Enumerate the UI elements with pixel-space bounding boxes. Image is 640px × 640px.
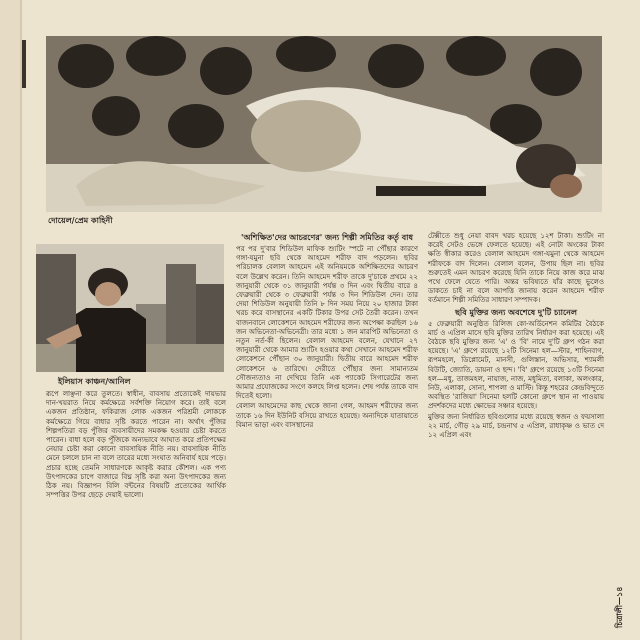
column-3: [428, 232, 604, 441]
column-2-paragraph: বেলাল আহমেদের কাছ থেকে জানা গেল, আহমদ শরীফের জন্য তাকে ১৬ দিন ইউনিট বসিয়ে রাখতে হয়েছে। অন্যদিকে যাতায়াতে বিমান ভাড়া এবং বাসস্থানের: [236, 402, 418, 429]
column-2: [236, 232, 418, 431]
page-number: চিত্রালী—১৪: [614, 586, 624, 628]
column-3-paragraph: মুক্তির জন্য নির্ধারিত ছবিগুলোর মধ্যে রয়েছে স্বজন ও ফয়সালা ২২ মার্চ, গৌড় ২৯ মার্চ, চন্দ্রনাথ ৫ এপ্রিল, রাধাকৃষ্ণ ও ভাত দে ১২ এপ্রিল এবং: [428, 412, 604, 440]
column-2-paragraph: পর পর দু'বার শিডিউল মাফিক শ্যুটিং স্পটে না পৌঁছার কারণে গঙ্গা-যমুনা ছবি থেকে আহমেদ শরীফ বাদ পড়লেন। ছবির পরিচালক বেলাল আহমেদ এই অনিয়মকে অশিক্ষিতদের আচরণ বলে উল্লেখ করেন। তিনি আহমেদ শরীফ তাকে দু'চাকে প্রথমে ২২ জানুয়ারী থেকে ৩১ জানুয়ারী পর্যন্ত ৩ দিন এবং দ্বিতীয় বারে ৪ ফেব্রুয়ারী থেকে ৩ ফেব্রুয়ারী পর্যন্ত ৩ দিন শিডিউল দেন। তার দেয়া শিডিউল অনুযায়ী তিনি ৮ দিন সময় নিয়ে ২০ হাজার টাকা খরচ করে বাসস্থানের একটি টিকার উপর সেট তৈরী করেন। তখন বাজনবানে লোকেশনে আহমেদ শরীফের জন্য অপেক্ষা করছিল ১৬ জন অভিনেতা-অভিনেত্রী। তার মধ্যে ১ জন মারপিট অভিনেতা ও নতুন নর্ত-কী ছিলেন। বেলাল আহমেদ বলেন, যেখানে ২৭ জানুয়ারী থেকে আমার শ্যুটিং হওয়ার কথা সেখানে আহমেদ শরীফ লোকেশনে পৌঁছান ৩০ জানুয়ারী। দ্বিতীয় বারে আহমেদ শরীফ লোকেশনে ৬ তারিখে। দেরীতে পৌঁছার জন্য সামান্যতম সৌজন্যতাও না দেখিয়ে তিনি এক প্যাকেট সিগারেটের জন্য আমার প্রযোজকের সংগে কলহে লিপ্ত হলেন। শেষ পর্যন্ত তাকে বাদ দিতেই হলো।: [236, 245, 418, 401]
page-margin-strip: [0, 0, 22, 640]
top-photo: [46, 36, 602, 212]
margin-mark: [22, 40, 26, 88]
left-photo: [36, 244, 224, 372]
column-1-paragraph: রূপে লাঞ্ছনা করে তুলতে। স্বাধীন, বাবসায় প্রত্যেকেই দায়ভার দান-খয়রাত নিয়ে কর্মক্ষেত্রে সর্বশক্তি নিয়োগ করে। তাই বলে একজন প্রতিষ্ঠান, ফকিরাজ লোক একজন পরিশ্রমী লোককে কর্মক্ষেত্রে গিয়ে বাধার সৃষ্টি করতে পারেন না। অর্থাৎ পুঁজির শিল্পপতিরা বড় পুঁজির ব্যবসায়ীদের সমকক্ষ হওয়ার চেষ্টা করতে পারেন। বাধা হলে বড় পুঁজিকে অন্যভাবে আঘাত করে প্রতিপক্ষের নেয়ার চেষ্টা করা কোনো বাবসায়িক নীতি নয়। বাবসায়িক নীতি মেনে চললে চান না বলে তারের মধ্যে সংঘাত অনিবার্য হয়ে পড়ে। প্রচার হচ্ছে তেমনি সাধারণকে আকৃষ্ট করার কৌশল। এক পণ্য উৎপাদকের চাপে বাজারে বিঘ্ন সৃষ্টি করা অন্য উৎপাদকের জন্য ঠিক নয়। বিজ্ঞাপন বিলি বন্টনের বিষয়টি প্রত্যেকের আর্থিক সম্পত্তির উপর ছেড়ে দেয়াই ভালো।: [46, 390, 226, 500]
column-1: [46, 390, 226, 501]
article-heading-film-release: ছবি মুক্তির জন্য অবশেষে দু'টি চ্যানেল: [455, 306, 577, 317]
article-heading-artist-association: 'অশিক্ষিত'দের আচরণের' জন্য শিল্পী সমিতির কর্তৃ বাধ: [241, 232, 413, 242]
column-3-paragraph: ৫ ফেব্রুয়ারী অনুষ্ঠিত রিলিজ কো-অর্ডিনেশন কমিটির বৈঠকে মার্চ ও এপ্রিল মাসে ছবি মুক্তির তারিখ নির্ধারণ করা হয়েছে। এই বৈঠকে ছবি মুক্তির জন্য 'এ' ও 'বি' নামে দু'টি গ্রুপ গঠন করা হয়েছে। 'এ' গ্রুপে রয়েছে ১২টি সিনেমা হল—স্টার, শাহিনবাগ, রূপমহলে, ডিপ্লোমেট, মানসী, গুলিস্তান, অভিসার, শ্যামলী বিউটি, জ্যোতি, ডায়না ও ছন্দ। 'বি' গ্রুপে রয়েছে ১৩টি সিনেমা হল—মধু, তাজমহল, নায়াজ, নাজ, মধুমিতা, বলাকা, অলংকার, নিউ, এলাকা, সোনা, শাপলা ও মাস্টি। কিন্তু শহরের কেন্দ্রবিন্দুতে অবস্থিত 'রাজিয়া' সিনেমা হলটি কোনো গ্রুপে স্থান না পাওয়ায় প্রদর্শকদের মধ্যে ক্ষোভের সঞ্চার হয়েছে।: [428, 319, 604, 411]
column-3-paragraph: টেক্সীতে শুধু নেয়া বাবদ খরচ হয়েছে ১২শ টাকা। শ্যুটিং না করেই সেটও ভেঙ্গে ফেলতে হয়েছে। এই নোটা অংকের টাকা ক্ষতি স্বীকার করেও বেলাল আহমেদ গঙ্গা-যমুনা থেকে আহমেদ শরীফকে বাদ দিলেন। বেলাল বলেন, উপায় ছিল না। ছবির শুরুতেই এমন আচরণ করেছে যিনি তাকে নিয়ে কাজ করে মাঝ পথে ফেলে যেতে পারি। অন্তর ভবিষ্যতে যাঁর কাছে ভুলেও ডাকতে চাই না বলে আপত্তি জানায় করেন আহমেদ শরীফ বর্তমানে শিল্পী সমিতির সাধারণ সম্পাদক।: [428, 232, 604, 305]
left-photo-caption: ইলিয়াস কাঞ্চন/আনিল: [58, 376, 131, 386]
top-photo-caption: দোয়েল/প্রেম কাহিনী: [48, 215, 113, 225]
